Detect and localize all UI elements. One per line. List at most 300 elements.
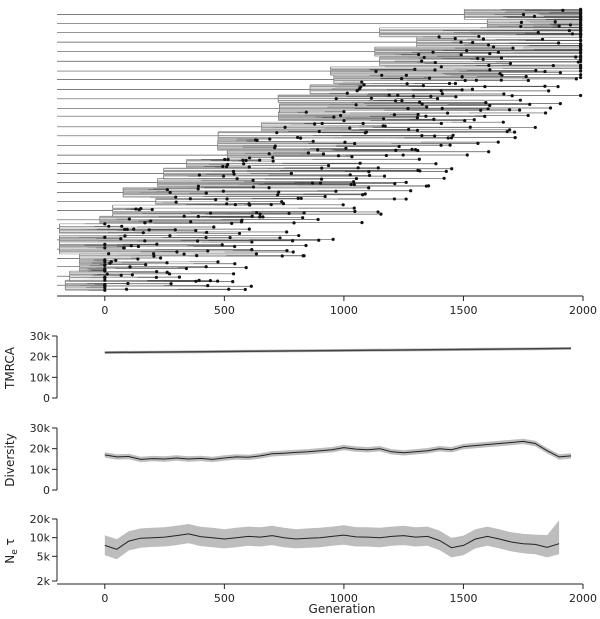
tree-tip bbox=[434, 61, 437, 64]
tree-tip bbox=[128, 217, 131, 220]
tree-tip bbox=[206, 284, 209, 287]
tree-tip bbox=[393, 113, 396, 116]
tree-tip bbox=[342, 119, 345, 122]
tree-x-tick-label: 2000 bbox=[569, 304, 597, 317]
tree-tip bbox=[103, 258, 106, 261]
tree-tip bbox=[318, 130, 321, 133]
tree-x-tick-label: 1500 bbox=[449, 304, 478, 317]
tree-tip bbox=[103, 276, 106, 279]
tree-tip bbox=[120, 225, 123, 228]
tree-tip bbox=[405, 181, 408, 184]
tree-tip bbox=[166, 188, 169, 191]
tree-x-tick-label: 500 bbox=[213, 304, 235, 317]
tree-tip bbox=[433, 134, 436, 137]
tree-tip bbox=[575, 77, 578, 80]
tree-tip bbox=[497, 141, 500, 144]
tree-tip bbox=[155, 270, 158, 273]
tree-tip bbox=[134, 207, 137, 210]
tree-tip bbox=[305, 111, 308, 114]
tree-tip bbox=[248, 228, 251, 231]
tree-tip bbox=[383, 175, 386, 178]
tree-tip bbox=[488, 52, 491, 55]
tree-tip bbox=[448, 82, 451, 85]
tree-tip bbox=[549, 106, 552, 109]
tree-tip bbox=[511, 94, 514, 97]
tree-tip bbox=[475, 79, 478, 82]
tree-tip bbox=[155, 243, 158, 246]
tree-tip bbox=[317, 239, 320, 242]
tree-tip bbox=[319, 182, 322, 185]
tree-tip bbox=[197, 279, 200, 282]
tree-tip bbox=[407, 128, 410, 131]
tree-tip bbox=[240, 219, 243, 222]
tree-tip bbox=[394, 99, 397, 102]
tree-tip bbox=[299, 137, 302, 140]
tree-tip bbox=[534, 126, 537, 129]
tree-tip bbox=[497, 51, 500, 54]
tree-tip bbox=[437, 35, 440, 38]
tree-tip bbox=[451, 134, 454, 137]
tree-tip bbox=[488, 104, 491, 107]
tree-tip bbox=[579, 55, 582, 58]
tree-tip bbox=[502, 121, 505, 124]
tree-tip bbox=[432, 118, 435, 121]
tree-tip bbox=[316, 218, 319, 221]
tree-tip bbox=[302, 254, 305, 257]
tree-tip bbox=[460, 53, 463, 56]
tree-tip bbox=[440, 89, 443, 92]
tree-tip bbox=[139, 207, 142, 210]
tree-tip bbox=[418, 169, 421, 172]
tree-tip bbox=[267, 186, 270, 189]
tree-tip bbox=[255, 211, 258, 214]
tree-tip bbox=[519, 25, 522, 28]
tree-tip bbox=[368, 174, 371, 177]
tree-tip bbox=[194, 229, 197, 232]
tree-tip bbox=[285, 230, 288, 233]
tree-tip bbox=[405, 74, 408, 77]
tree-tip bbox=[275, 131, 278, 134]
tree-tip bbox=[463, 119, 466, 122]
tree-tip bbox=[123, 246, 126, 249]
tree-tip bbox=[579, 39, 582, 42]
tree-tip bbox=[344, 147, 347, 150]
tree-tip bbox=[417, 53, 420, 56]
tree-tip bbox=[376, 210, 379, 213]
tree-tip bbox=[103, 283, 106, 286]
tree-tip bbox=[245, 266, 248, 269]
tree-tip bbox=[290, 172, 293, 175]
tree-tip bbox=[276, 193, 279, 196]
tree-tip bbox=[197, 185, 200, 188]
tree-tip bbox=[196, 239, 199, 242]
tree-tip bbox=[274, 144, 277, 147]
tree-tip bbox=[228, 236, 231, 239]
tree-tip bbox=[271, 156, 274, 159]
tmrca-y-tick-label: 30k bbox=[29, 330, 50, 343]
ne-tau-panel bbox=[3, 513, 597, 616]
tree-tip bbox=[488, 68, 491, 71]
tree-tip bbox=[527, 79, 530, 82]
tree-tip bbox=[232, 170, 235, 173]
tree-tip bbox=[342, 203, 345, 206]
tree-tip bbox=[502, 92, 505, 95]
tree-tip bbox=[119, 237, 122, 240]
tree-tip bbox=[514, 136, 517, 139]
tree-tip bbox=[321, 122, 324, 125]
tree-tip bbox=[128, 265, 131, 268]
ne-tau-x-tick-label: 2000 bbox=[569, 592, 597, 605]
tree-tip bbox=[103, 267, 106, 270]
tree-tip bbox=[103, 246, 106, 249]
tree-tip bbox=[487, 43, 490, 46]
tree-tip bbox=[355, 177, 358, 180]
tree-tip bbox=[346, 92, 349, 95]
tree-tip bbox=[350, 183, 353, 186]
tree-tip bbox=[250, 240, 253, 243]
tree-tip bbox=[429, 95, 432, 98]
tree-tip bbox=[312, 140, 315, 143]
tree-tip bbox=[209, 212, 212, 215]
tree-tip bbox=[414, 148, 417, 151]
tree-tip bbox=[205, 231, 208, 234]
tree-tip bbox=[320, 166, 323, 169]
tree-tip bbox=[353, 142, 356, 145]
tree-tip bbox=[543, 85, 546, 88]
tree-tip bbox=[544, 111, 547, 114]
tree-tip bbox=[268, 137, 271, 140]
tree-tip bbox=[561, 9, 564, 12]
tree-tip bbox=[225, 202, 228, 205]
ne-tau-x-tick-label: 1000 bbox=[329, 592, 358, 605]
tree-tip bbox=[166, 271, 169, 274]
tree-x-tick-label: 0 bbox=[101, 304, 109, 317]
tree-tip bbox=[143, 239, 146, 242]
tree-tip bbox=[402, 153, 405, 156]
tree-tip bbox=[322, 152, 325, 155]
tree-tip bbox=[460, 88, 463, 91]
tree-tip bbox=[216, 260, 219, 263]
tree-tip bbox=[225, 197, 228, 200]
tree-tip bbox=[557, 41, 560, 44]
tree-tip bbox=[498, 72, 501, 75]
tree-tip bbox=[459, 40, 462, 43]
tree-tip bbox=[205, 265, 208, 268]
tree-tip bbox=[513, 131, 516, 134]
tree-tip bbox=[541, 38, 544, 41]
tree-tip bbox=[441, 107, 444, 110]
tree-tip bbox=[477, 35, 480, 38]
tree-tip bbox=[423, 56, 426, 59]
tree-tip bbox=[123, 234, 126, 237]
tree-tip bbox=[527, 114, 530, 117]
tree-tip bbox=[482, 58, 485, 61]
tree-tip bbox=[579, 73, 582, 76]
tree-tip bbox=[380, 74, 383, 77]
tree-tip bbox=[352, 180, 355, 183]
tree-tip bbox=[245, 159, 248, 162]
tree-tip bbox=[182, 252, 185, 255]
tree-tip bbox=[420, 60, 423, 63]
tree-tip bbox=[384, 124, 387, 127]
phylogeny-panel bbox=[57, 8, 597, 317]
tree-tip bbox=[251, 179, 254, 182]
tree-tip bbox=[554, 20, 557, 23]
ne-tau-ylabel-subscript: e bbox=[10, 549, 20, 555]
tree-tip bbox=[412, 95, 415, 98]
tree-tip bbox=[281, 254, 284, 257]
tree-tip bbox=[108, 261, 111, 264]
tree-tip bbox=[277, 190, 280, 193]
tree-tip bbox=[169, 191, 172, 194]
tree-tip bbox=[107, 225, 110, 228]
tree-tip bbox=[559, 71, 562, 74]
tree-tip bbox=[552, 64, 555, 67]
tree-tip bbox=[353, 207, 356, 210]
tree-tip bbox=[174, 228, 177, 231]
tree-tip bbox=[222, 175, 225, 178]
tree-tip bbox=[547, 89, 550, 92]
tree-tip bbox=[525, 75, 528, 78]
tree-tip bbox=[297, 197, 300, 200]
tree-tip bbox=[152, 252, 155, 255]
tree-tip bbox=[569, 23, 572, 26]
tree-tip bbox=[251, 215, 254, 218]
tree-tip bbox=[178, 276, 181, 279]
tree-tip bbox=[382, 117, 385, 120]
tree-tip bbox=[332, 115, 335, 118]
tree-tip bbox=[205, 192, 208, 195]
tree-tip bbox=[461, 75, 464, 78]
tree-tip bbox=[159, 256, 162, 259]
tree-tip bbox=[222, 190, 225, 193]
tree-tip bbox=[519, 99, 522, 102]
tree-tip bbox=[194, 280, 197, 283]
tree-tip bbox=[416, 116, 419, 119]
tree-tip bbox=[409, 189, 412, 192]
ne-tau-y-tick-label: 20k bbox=[29, 513, 50, 526]
tree-tip bbox=[343, 141, 346, 144]
tree-tip bbox=[479, 109, 482, 112]
tree-tip bbox=[571, 32, 574, 35]
tree-tip bbox=[362, 83, 365, 86]
tree-tip bbox=[287, 212, 290, 215]
tree-tip bbox=[450, 167, 453, 170]
tree-tip bbox=[337, 154, 340, 157]
tree-tip bbox=[125, 288, 128, 291]
tree-tip bbox=[311, 181, 314, 184]
tree-tip bbox=[393, 182, 396, 185]
tree-tip bbox=[280, 200, 283, 203]
tree-tip bbox=[169, 282, 172, 285]
tree-tip bbox=[579, 94, 582, 97]
tree-tip bbox=[232, 272, 235, 275]
tree-tip bbox=[195, 254, 198, 257]
tree-tip bbox=[359, 85, 362, 88]
tree-tip bbox=[400, 77, 403, 80]
tmrca-y-tick-label: 10k bbox=[29, 371, 50, 385]
tmrca-panel bbox=[3, 330, 571, 405]
tree-tip bbox=[579, 8, 582, 11]
tree-tip bbox=[114, 259, 117, 262]
tree-tip bbox=[431, 51, 434, 54]
ne-tau-ylabel-suffix: τ bbox=[3, 538, 17, 550]
tree-tip bbox=[465, 49, 468, 52]
tree-tip bbox=[454, 82, 457, 85]
tree-tip bbox=[471, 88, 474, 91]
tree-tip bbox=[221, 165, 224, 168]
tmrca-y-axis bbox=[30, 330, 57, 405]
tree-tip bbox=[247, 202, 250, 205]
tree-tip bbox=[473, 118, 476, 121]
tree-tip bbox=[212, 225, 215, 228]
tree-tip bbox=[370, 97, 373, 100]
tree-tip bbox=[484, 101, 487, 104]
tree-tip bbox=[233, 245, 236, 248]
tree-tip bbox=[216, 280, 219, 283]
tree-tip bbox=[291, 239, 294, 242]
tree-tip bbox=[230, 222, 233, 225]
tree-tip bbox=[518, 109, 521, 112]
tree-tip bbox=[204, 236, 207, 239]
tree-tip bbox=[123, 228, 126, 231]
tree-tip bbox=[226, 163, 229, 166]
tree-tip bbox=[198, 174, 201, 177]
tree-tip bbox=[579, 76, 582, 79]
tree-tip bbox=[508, 108, 511, 111]
tree-tip bbox=[367, 186, 370, 189]
tree-tip bbox=[483, 85, 486, 88]
tree-tip bbox=[137, 245, 140, 248]
tree-tip bbox=[106, 272, 109, 275]
tree-tip bbox=[175, 250, 178, 253]
tree-tip bbox=[174, 196, 177, 199]
tree-tip bbox=[406, 107, 409, 110]
tree-tip bbox=[248, 165, 251, 168]
tree-tip bbox=[226, 158, 229, 161]
tree-tip bbox=[297, 234, 300, 237]
tree-tip bbox=[258, 159, 261, 162]
tree-tip bbox=[103, 222, 106, 225]
tree-tip bbox=[296, 136, 299, 139]
tree-tip bbox=[165, 261, 168, 264]
tree-tip bbox=[425, 184, 428, 187]
tree-tip bbox=[579, 64, 582, 67]
tree-tip bbox=[339, 114, 342, 117]
tree-tip bbox=[511, 47, 514, 50]
tree-tip bbox=[252, 185, 255, 188]
tree-tip bbox=[244, 288, 247, 291]
tree-tip bbox=[183, 215, 186, 218]
tree-tip bbox=[428, 77, 431, 80]
tree-tip bbox=[301, 216, 304, 219]
tree-tip bbox=[486, 107, 489, 110]
tree-tip bbox=[242, 162, 245, 165]
tree-tip bbox=[327, 164, 330, 167]
ne-tau-x-tick-label: 1500 bbox=[449, 592, 478, 605]
tree-tip bbox=[445, 170, 448, 173]
diversity-y-tick-label: 0 bbox=[43, 484, 50, 497]
tree-tip bbox=[398, 145, 401, 148]
tree-tip bbox=[144, 263, 147, 266]
tree-tip bbox=[434, 162, 437, 165]
tree-tip bbox=[223, 158, 226, 161]
tree-tip bbox=[233, 262, 236, 265]
tree-tip bbox=[107, 252, 110, 255]
tree-tip bbox=[197, 215, 200, 218]
diversity-y-tick-label: 20k bbox=[29, 442, 50, 456]
tree-tip bbox=[421, 102, 424, 105]
tree-tip bbox=[405, 197, 408, 200]
tree-tip bbox=[103, 236, 106, 239]
tree-tip bbox=[556, 85, 559, 88]
tree-tip bbox=[250, 285, 253, 288]
tree-tip bbox=[454, 95, 457, 98]
tree-tip bbox=[349, 173, 352, 176]
ne-tau-y-axis bbox=[30, 513, 57, 588]
tree-tip bbox=[400, 99, 403, 102]
tree-tip bbox=[155, 276, 158, 279]
tree-tip bbox=[168, 234, 171, 237]
tree-tip bbox=[422, 84, 425, 87]
tree-tip bbox=[130, 244, 133, 247]
tree-tip bbox=[255, 252, 258, 255]
tree-tip bbox=[394, 149, 397, 152]
tree-tip bbox=[543, 70, 546, 73]
ne-tau-ylabel-main: N bbox=[3, 554, 17, 564]
tree-tip bbox=[189, 197, 192, 200]
tree-tip bbox=[313, 122, 316, 125]
tree-tip bbox=[142, 231, 145, 234]
tree-tip bbox=[577, 60, 580, 63]
tree-tip bbox=[131, 273, 134, 276]
tree-tip bbox=[558, 25, 561, 28]
tree-x-ticks bbox=[101, 296, 597, 317]
tree-tip bbox=[420, 134, 423, 137]
tree-tip bbox=[307, 151, 310, 154]
tree-tip bbox=[520, 21, 523, 24]
tree-tip bbox=[189, 220, 192, 223]
tree-tip bbox=[236, 177, 239, 180]
tree-tip bbox=[440, 65, 443, 68]
tree-tip bbox=[353, 210, 356, 213]
tree-tip bbox=[364, 192, 367, 195]
tree-tip bbox=[447, 136, 450, 139]
tree-tip bbox=[476, 142, 479, 145]
tree-tip bbox=[487, 150, 490, 153]
tree-tip bbox=[367, 170, 370, 173]
tree-tip bbox=[324, 195, 327, 198]
tree-tip bbox=[533, 15, 536, 18]
diversity-panel bbox=[3, 422, 571, 497]
tree-tip bbox=[132, 228, 135, 231]
tree-tip bbox=[231, 280, 234, 283]
tree-tip bbox=[446, 111, 449, 114]
diversity-y-tick-label: 30k bbox=[29, 422, 50, 435]
tree-tip bbox=[559, 102, 562, 105]
x-axis-title: Generation bbox=[308, 602, 376, 616]
tree-tip bbox=[175, 201, 178, 204]
ne-tau-x-tick-label: 500 bbox=[213, 592, 235, 605]
tree-tip bbox=[396, 94, 399, 97]
tree-tip bbox=[471, 41, 474, 44]
ne-tau-y-tick-label: 5k bbox=[36, 550, 50, 564]
tree-tip bbox=[303, 211, 306, 214]
tree-tip bbox=[342, 110, 345, 113]
tree-tip bbox=[227, 288, 230, 291]
tree-tip bbox=[464, 79, 467, 82]
tree-tip bbox=[355, 103, 358, 106]
